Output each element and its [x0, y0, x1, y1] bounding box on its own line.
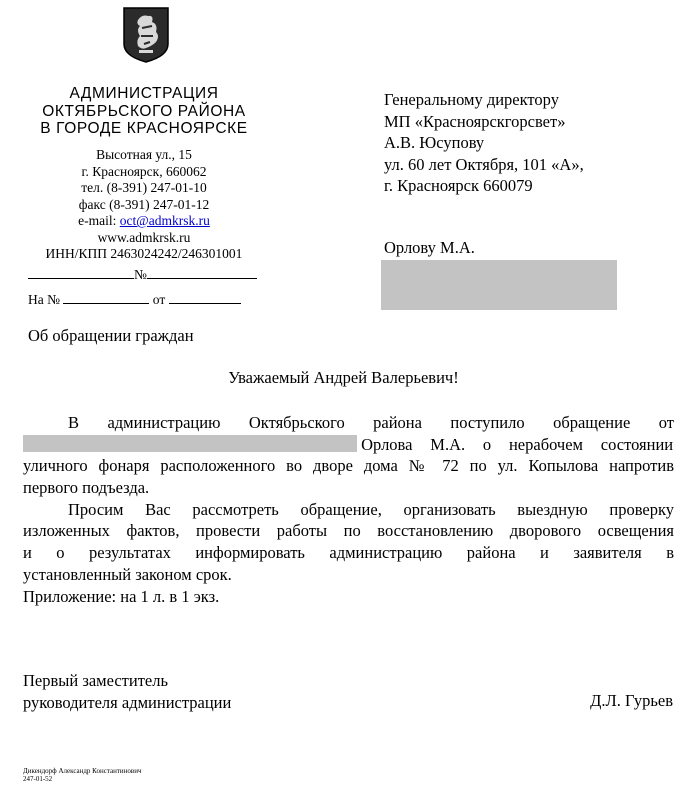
letter-body — [23, 412, 674, 607]
body-line: уличного фонаря расположенного во дворе дома № 72 по ул. Копылова напротив — [23, 456, 674, 476]
addressee-block — [384, 89, 584, 197]
signatory-name: Д.Л. Гурьев — [590, 691, 673, 710]
body-line: Просим Вас рассмотреть обращение, организовать выездную проверку — [68, 499, 674, 519]
body-line: изложенных фактов, провести работы по восстановлению дворового освещения — [23, 521, 674, 541]
org-line: АДМИНИСТРАЦИЯ — [69, 85, 219, 102]
org-line: В ГОРОДЕ КРАСНОЯРСКЕ — [40, 120, 248, 137]
greeting: Уважаемый Андрей Валерьевич! — [228, 368, 459, 387]
email-row — [28, 213, 260, 230]
body-line: и о результатах информировать администрацию района и заявителя в — [23, 543, 674, 563]
body-text: Орлова М.А. о нерабочем состоянии — [361, 434, 674, 454]
position-line: руководителя администрации — [23, 692, 232, 712]
number-blank — [147, 264, 257, 279]
redacted-address — [381, 260, 617, 310]
from-label: от — [152, 292, 166, 307]
registration-number-line — [28, 264, 257, 283]
executor-name: Дикендорф Александр Константинович — [23, 767, 142, 775]
reply-date-blank — [169, 289, 241, 304]
addressee-line: ул. 60 лет Октября, 101 «А», — [384, 154, 584, 174]
number-sign: № — [134, 267, 147, 282]
body-line: первого подъезда. — [23, 478, 150, 498]
coat-of-arms-icon — [122, 6, 170, 64]
redacted-name — [23, 435, 357, 452]
date-blank — [28, 264, 134, 279]
attachment-line: Приложение: на 1 л. в 1 экз. — [23, 586, 220, 606]
position-line: Первый заместитель — [23, 671, 168, 690]
organization-name — [28, 85, 260, 138]
reply-number-blank — [63, 289, 149, 304]
body-line: В администрацию Октябрьского района поступило обращение от — [68, 413, 674, 432]
addressee-line: г. Красноярск 660079 — [384, 176, 533, 195]
addressee-line: МП «Красноярскгорсвет» — [384, 111, 566, 131]
copy-recipient: Орлову М.А. — [384, 238, 475, 257]
body-line — [23, 434, 674, 456]
signatory-position — [23, 670, 231, 713]
addressee-line: А.В. Юсупову — [384, 133, 485, 152]
website: www.admkrsk.ru — [97, 229, 191, 245]
addressee-line: Генеральному директору — [384, 90, 559, 109]
city: г. Красноярск, 660062 — [81, 163, 207, 179]
body-line: установленный законом срок. — [23, 564, 232, 584]
fax: факс (8-391) 247-01-12 — [78, 196, 210, 212]
reply-reference-line — [28, 289, 241, 308]
executor-phone: 247-01-52 — [23, 775, 53, 783]
inn-kpp: ИНН/КПП 2463024242/246301001 — [45, 246, 243, 261]
phone: тел. (8-391) 247-01-10 — [81, 180, 207, 195]
address: Высотная ул., 15 — [96, 147, 192, 162]
org-line: ОКТЯБРЬСКОГО РАЙОНА — [42, 102, 246, 120]
organization-contacts — [28, 147, 260, 263]
email-label: e-mail: — [78, 213, 117, 228]
email-link[interactable]: oct@admkrsk.ru — [119, 213, 210, 228]
reply-label: На № — [28, 292, 60, 307]
letter-subject: Об обращении граждан — [28, 326, 194, 345]
executor-info — [23, 767, 141, 783]
